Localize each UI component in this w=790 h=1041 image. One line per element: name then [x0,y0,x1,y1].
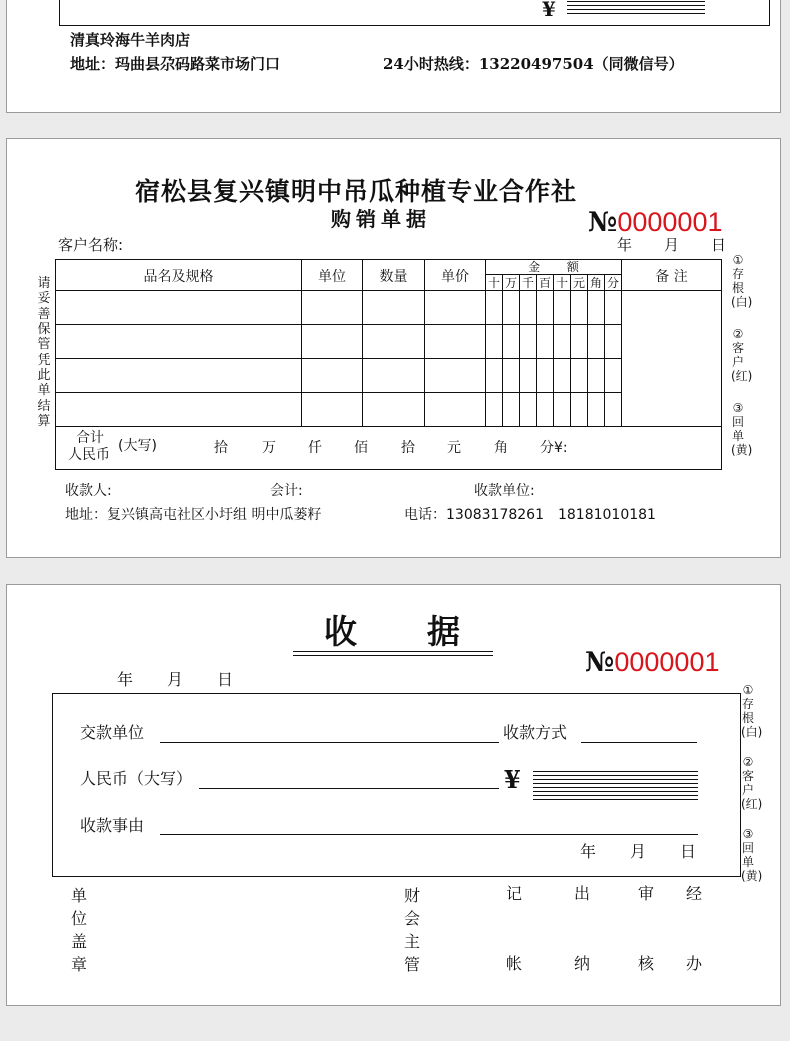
receipt-title-ju: 据 [427,612,460,651]
payer-unit-field[interactable] [160,742,499,743]
digit-header: 分 [606,276,619,290]
reason-field[interactable] [160,834,698,835]
pay-method-label: 收款方式 [503,723,568,742]
rmb-field[interactable] [199,788,499,789]
sales-receipt-card [6,138,781,558]
finance-head-label: 财会主管 [404,886,421,974]
stub-card [6,0,781,113]
receipt-copy-1: ①存根(白) [741,683,763,740]
sales-copy-2: ②客户(红) [731,327,753,384]
unit-word: 万 [262,440,276,456]
sales-number [588,209,722,236]
cashier-label-a: 出 [574,884,591,903]
col-qty: 数量 [363,260,425,291]
receipt-date-year: 年 [117,670,134,689]
sales-copy-1: ①存根(白) [731,253,753,310]
total-label-heji: 合计 [76,430,104,446]
digit-header: 角 [588,275,605,291]
number-sign: № [585,647,615,678]
handler-label-a: 经 [686,884,703,903]
serial-number: 0000001 [614,647,720,677]
receipt-title-shou: 收 [324,612,357,651]
receipt-yuan-symbol: ¥ [504,765,521,794]
receipt-inner-box [52,693,741,877]
sales-title: 宿松县复兴镇明中吊瓜种植专业合作社 [135,177,578,206]
digit-header: 十 [554,275,571,291]
receipt-copy-3: ③回单(黄) [741,827,763,884]
customer-name-label: 客户名称: [58,236,124,254]
title-underline-1 [293,651,493,652]
receiver-unit-label: 收款单位: [474,483,535,499]
serial-number: 0000001 [617,207,723,237]
sales-table-header [56,260,722,291]
sales-date-month: 月 [664,236,680,254]
reason-label: 收款事由 [80,816,145,835]
receipt-card [6,584,781,1006]
unit-word: 佰 [354,440,368,456]
sales-table [55,259,722,470]
stub-amount-lines [567,1,705,17]
col-price: 单价 [425,260,486,291]
digit-header: 十 [486,275,503,291]
auditor-label-a: 审 [638,884,655,903]
payer-unit-label: 交款单位 [80,723,145,742]
pay-method-field[interactable] [581,742,697,743]
stub-yuan-symbol: ¥ [542,0,556,21]
col-note: 备 注 [622,260,722,291]
amount-label-a: 金 [528,260,541,274]
unit-word: 拾 [401,440,415,456]
unit-word: 元 [447,440,461,456]
amount-label-b: 额 [566,260,579,274]
unit-word: 角 [494,440,508,456]
col-amount [486,260,622,291]
sales-side-note: 请妥善保管凭此单结算 [37,276,51,429]
digit-header: 万 [503,275,520,291]
auditor-label-b: 核 [638,954,655,973]
stub-address: 地址：玛曲县尕码路菜市场门口 [70,55,281,73]
sales-copy-3: ③回单(黄) [731,401,753,458]
sales-phone: 电话：13083178261 18181010181 [404,507,656,523]
sales-subtitle: 购销单据 [331,207,431,231]
cashier-label-b: 纳 [574,954,591,973]
unit-word: 仟 [308,440,322,456]
inner-date-day: 日 [680,842,697,861]
receipt-copy-2: ②客户(红) [741,755,763,812]
handler-label-b: 办 [686,954,703,973]
unit-word: 拾 [214,440,228,456]
amount-lines [533,771,698,803]
rmb-label: 人民币（大写） [80,769,193,788]
total-cell [56,427,722,470]
sales-date-day: 日 [711,236,727,254]
total-row [56,427,722,470]
col-item: 品名及规格 [56,260,302,291]
col-unit: 单位 [302,260,363,291]
bookkeeper-label-b: 帐 [506,954,523,973]
digit-header: 百 [537,275,554,291]
total-label-rmb: 人民币 [68,447,110,463]
inner-date-year: 年 [580,842,597,861]
accountant-label: 会计: [270,483,303,499]
receipt-number [585,649,719,676]
table-row [56,291,722,325]
receipt-date-day: 日 [217,670,234,689]
digit-header: 元 [571,275,588,291]
stub-hotline: 24小时热线：13220497504（同微信号） [383,55,684,73]
bookkeeper-label-a: 记 [506,884,523,903]
sales-date-year: 年 [617,236,633,254]
inner-date-month: 月 [630,842,647,861]
payee-label: 收款人: [65,483,112,499]
unit-word: 分¥: [540,440,568,456]
receipt-date-month: 月 [167,670,184,689]
sales-address: 地址：复兴镇高屯社区小圩组 明中瓜蒌籽 [65,507,322,523]
number-sign: № [588,207,618,238]
stub-shop-name: 清真玲海牛羊肉店 [70,31,191,49]
digit-header: 千 [520,275,537,291]
unit-seal-label: 单位盖章 [71,886,88,974]
title-underline-2 [293,655,493,656]
total-label-daxie: (大写) [118,438,157,454]
